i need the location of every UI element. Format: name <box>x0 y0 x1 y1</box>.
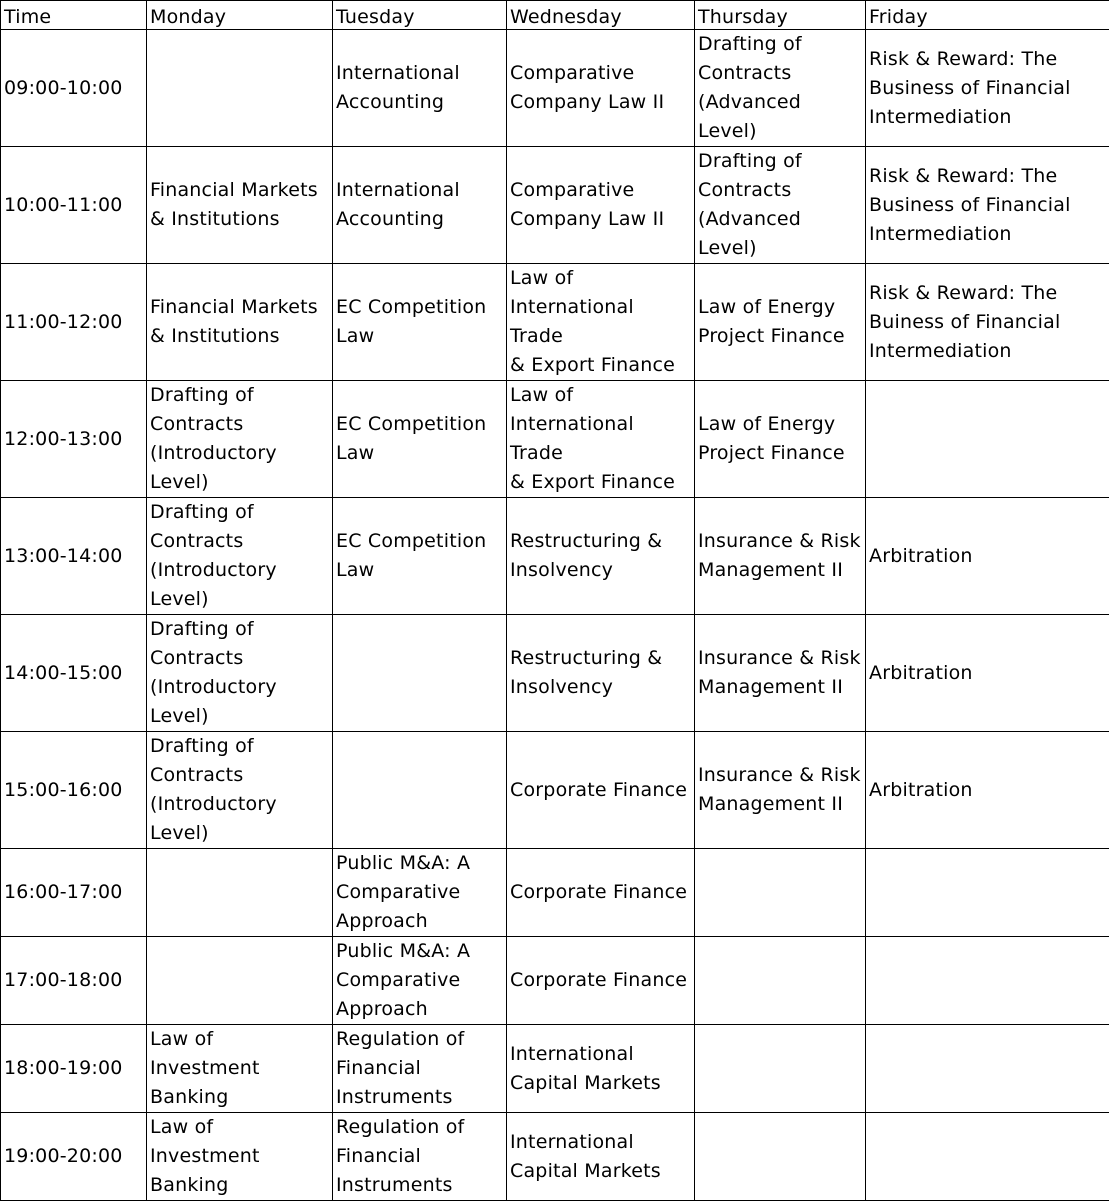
thursday-cell <box>695 937 866 1025</box>
wednesday-cell: Corporate Finance <box>507 849 695 937</box>
wednesday-cell: Restructuring & Insolvency <box>507 498 695 615</box>
friday-cell <box>866 849 1109 937</box>
time-cell: 18:00-19:00 <box>1 1025 147 1113</box>
wednesday-cell: Corporate Finance <box>507 732 695 849</box>
monday-cell: Drafting of Contracts (Introductory Level) <box>147 498 333 615</box>
table-row <box>1 498 1109 615</box>
thursday-cell <box>695 1113 866 1201</box>
tuesday-cell: Public M&A: A Comparative Approach <box>333 849 507 937</box>
time-cell: 09:00-10:00 <box>1 30 147 147</box>
wednesday-cell: Law of International Trade & Export Finance <box>507 264 695 381</box>
thursday-cell <box>695 849 866 937</box>
thursday-cell: Law of Energy Project Finance <box>695 264 866 381</box>
monday-cell <box>147 937 333 1025</box>
wednesday-cell: International Capital Markets <box>507 1025 695 1113</box>
tuesday-cell: EC Competition Law <box>333 381 507 498</box>
monday-cell: Financial Markets & Institutions <box>147 147 333 264</box>
thursday-cell: Insurance & Risk Management II <box>695 732 866 849</box>
table-row <box>1 30 1109 147</box>
time-cell: 11:00-12:00 <box>1 264 147 381</box>
time-cell: 17:00-18:00 <box>1 937 147 1025</box>
header-tuesday: Tuesday <box>333 1 507 30</box>
table-row <box>1 1025 1109 1113</box>
tuesday-cell: Regulation of Financial Instruments <box>333 1113 507 1201</box>
time-cell: 19:00-20:00 <box>1 1113 147 1201</box>
time-cell: 15:00-16:00 <box>1 732 147 849</box>
tuesday-cell: EC Competition Law <box>333 264 507 381</box>
friday-cell <box>866 937 1109 1025</box>
time-cell: 12:00-13:00 <box>1 381 147 498</box>
thursday-cell: Insurance & Risk Management II <box>695 615 866 732</box>
monday-cell <box>147 30 333 147</box>
friday-cell: Arbitration <box>866 615 1109 732</box>
table-row <box>1 147 1109 264</box>
tuesday-cell: International Accounting <box>333 30 507 147</box>
table-row <box>1 615 1109 732</box>
thursday-cell: Drafting of Contracts (Advanced Level) <box>695 147 866 264</box>
monday-cell <box>147 849 333 937</box>
tuesday-cell: Regulation of Financial Instruments <box>333 1025 507 1113</box>
monday-cell: Law of Investment Banking <box>147 1025 333 1113</box>
wednesday-cell: Restructuring & Insolvency <box>507 615 695 732</box>
friday-cell <box>866 1025 1109 1113</box>
tuesday-cell <box>333 732 507 849</box>
table-row <box>1 937 1109 1025</box>
wednesday-cell: Law of International Trade & Export Finance <box>507 381 695 498</box>
friday-cell <box>866 1113 1109 1201</box>
monday-cell: Drafting of Contracts (Introductory Level) <box>147 732 333 849</box>
header-wednesday: Wednesday <box>507 1 695 30</box>
header-row <box>1 1 1109 30</box>
friday-cell: Risk & Reward: The Business of Financial Intermediation <box>866 30 1109 147</box>
thursday-cell: Insurance & Risk Management II <box>695 498 866 615</box>
header-friday: Friday <box>866 1 1109 30</box>
table-row <box>1 849 1109 937</box>
wednesday-cell: Comparative Company Law II <box>507 30 695 147</box>
monday-cell: Drafting of Contracts (Introductory Level) <box>147 381 333 498</box>
wednesday-cell: International Capital Markets <box>507 1113 695 1201</box>
tuesday-cell: International Accounting <box>333 147 507 264</box>
time-cell: 13:00-14:00 <box>1 498 147 615</box>
header-time: Time <box>1 1 147 30</box>
header-thursday: Thursday <box>695 1 866 30</box>
thursday-cell: Drafting of Contracts (Advanced Level) <box>695 30 866 147</box>
tuesday-cell: Public M&A: A Comparative Approach <box>333 937 507 1025</box>
tuesday-cell <box>333 615 507 732</box>
wednesday-cell: Corporate Finance <box>507 937 695 1025</box>
thursday-cell <box>695 1025 866 1113</box>
monday-cell: Financial Markets & Institutions <box>147 264 333 381</box>
table-row <box>1 732 1109 849</box>
table-row <box>1 1113 1109 1201</box>
friday-cell: Risk & Reward: The Business of Financial Intermediation <box>866 147 1109 264</box>
monday-cell: Drafting of Contracts (Introductory Level) <box>147 615 333 732</box>
time-cell: 14:00-15:00 <box>1 615 147 732</box>
friday-cell: Risk & Reward: The Buiness of Financial Intermediation <box>866 264 1109 381</box>
friday-cell: Arbitration <box>866 498 1109 615</box>
header-monday: Monday <box>147 1 333 30</box>
monday-cell: Law of Investment Banking <box>147 1113 333 1201</box>
friday-cell: Arbitration <box>866 732 1109 849</box>
time-cell: 10:00-11:00 <box>1 147 147 264</box>
wednesday-cell: Comparative Company Law II <box>507 147 695 264</box>
table-row <box>1 381 1109 498</box>
friday-cell <box>866 381 1109 498</box>
time-cell: 16:00-17:00 <box>1 849 147 937</box>
thursday-cell: Law of Energy Project Finance <box>695 381 866 498</box>
table-row <box>1 264 1109 381</box>
tuesday-cell: EC Competition Law <box>333 498 507 615</box>
